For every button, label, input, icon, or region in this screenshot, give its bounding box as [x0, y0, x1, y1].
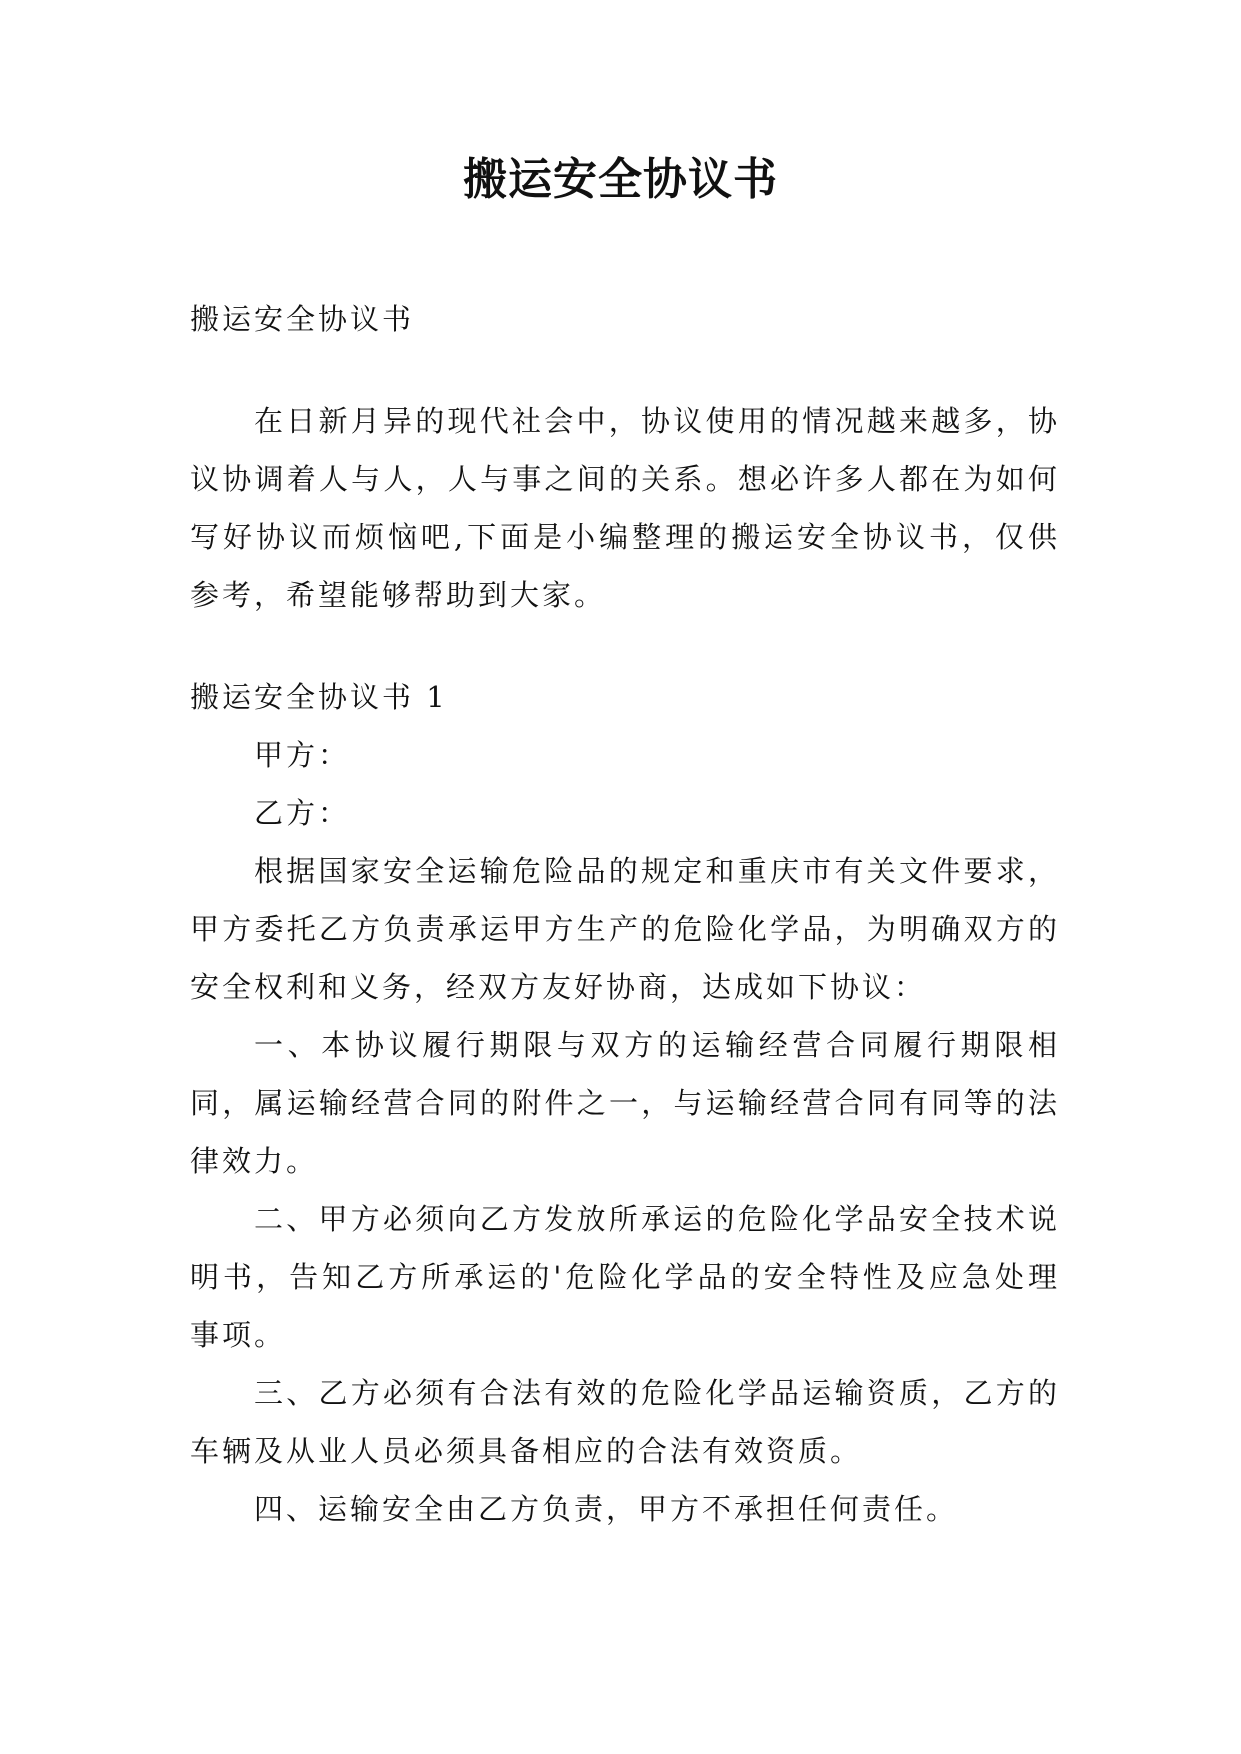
clause-4: 四、运输安全由乙方负责，甲方不承担任何责任。 — [254, 1492, 959, 1526]
party-b-label: 乙方： — [254, 796, 351, 830]
document-subtitle: 搬运安全协议书 — [190, 302, 415, 336]
clause-3: 三、乙方必须有合法有效的危险化学品运输资质，乙方的车辆及从业人员必须具备相应的合法有效资质。 — [190, 1376, 1060, 1468]
preamble-paragraph: 根据国家安全运输危险品的规定和重庆市有关文件要求，甲方委托乙方负责承运甲方生产的危险化学品，为明确双方的安全权利和义务，经双方友好协商，达成如下协议： — [190, 854, 1060, 1004]
document-body — [190, 290, 1060, 1538]
section-heading: 搬运安全协议书 1 — [190, 680, 448, 714]
clause-1: 一、本协议履行期限与双方的运输经营合同履行期限相同，属运输经营合同的附件之一，与运输经营合同有同等的法律效力。 — [190, 1028, 1060, 1178]
party-a-label: 甲方： — [254, 738, 351, 772]
intro-paragraph: 在日新月异的现代社会中，协议使用的情况越来越多，协议协调着人与人，人与事之间的关系。想必许多人都在为如何写好协议而烦恼吧,下面是小编整理的搬运安全协议书，仅供参考，希望能够帮助到大家。 — [190, 404, 1060, 612]
clause-2: 二、甲方必须向乙方发放所承运的危险化学品安全技术说明书，告知乙方所承运的'危险化学品的安全特性及应急处理事项。 — [190, 1202, 1060, 1352]
document-title: 搬运安全协议书 — [463, 154, 778, 205]
